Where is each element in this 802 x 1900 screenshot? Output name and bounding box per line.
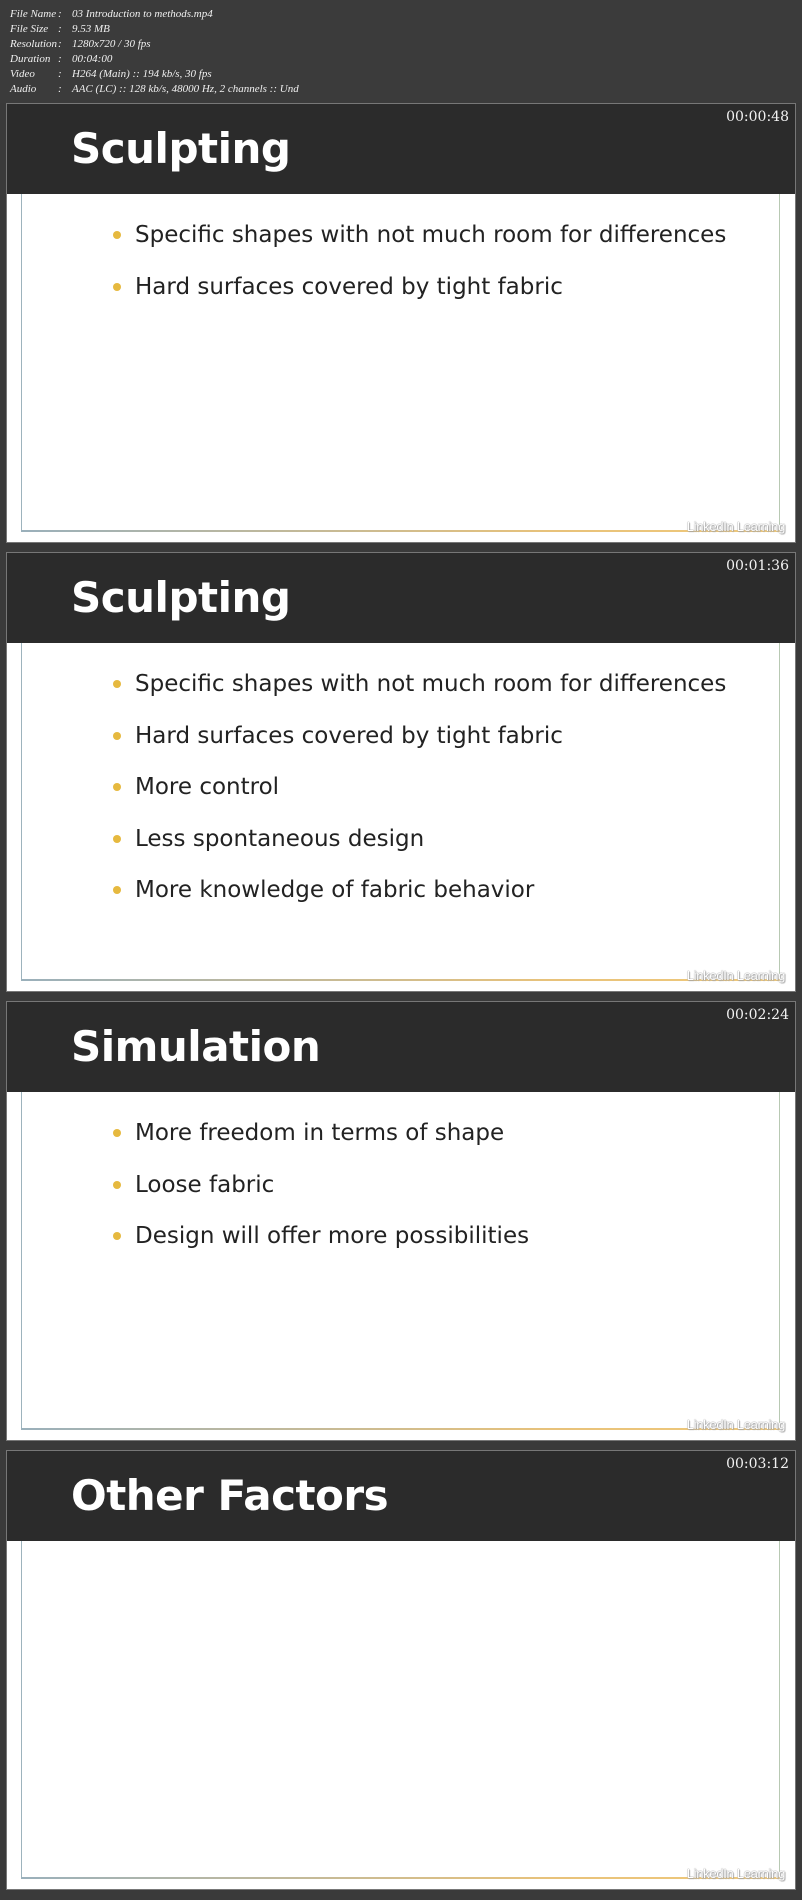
bullet-dot-icon — [113, 783, 121, 791]
file-info-value: 03 Introduction to methods.mp4 — [72, 8, 213, 20]
file-info-separator: : — [58, 23, 62, 35]
slide-border-right — [779, 194, 780, 530]
file-info-separator: : — [58, 83, 62, 95]
file-info-row — [10, 82, 299, 97]
bullet-dot-icon — [113, 1181, 121, 1189]
timecode: 00:00:48 — [726, 109, 789, 125]
linkedin-learning-logo: LinkedIn Learning — [686, 1866, 785, 1881]
file-info-row — [10, 37, 151, 52]
slide-border-left — [21, 643, 22, 979]
file-info-key: Video — [10, 68, 35, 80]
bullet-text: Design will offer more possibilities — [135, 1223, 530, 1249]
slide-title: Sculpting — [71, 573, 291, 622]
timecode: 00:02:24 — [726, 1007, 789, 1023]
slide-title-bar — [7, 104, 795, 194]
slide-title-bar — [7, 1002, 795, 1092]
file-info-header — [0, 0, 802, 103]
bullet-text: Less spontaneous design — [135, 825, 425, 852]
slide-border-right — [779, 643, 780, 979]
slide-title: Simulation — [71, 1022, 321, 1071]
slide-border-left — [21, 1092, 22, 1428]
file-info-value: H264 (Main) :: 194 kb/s, 30 fps — [72, 68, 212, 80]
file-info-row — [10, 52, 112, 67]
linkedin-learning-logo: LinkedIn Learning — [686, 519, 785, 534]
bullet-text: More knowledge of fabric behavior — [135, 877, 535, 903]
bullet-item — [111, 773, 726, 825]
slide-border-bottom — [21, 1877, 780, 1879]
file-info-value: 00:04:00 — [72, 53, 113, 65]
bullet-dot-icon — [113, 732, 121, 740]
bullet-list — [111, 221, 726, 324]
bullet-item — [111, 1119, 529, 1171]
file-info-separator: : — [58, 68, 62, 80]
file-info-key: File Name — [10, 8, 57, 20]
slide-border-left — [21, 1541, 22, 1877]
file-info-value: 9.53 MB — [72, 23, 110, 35]
slide-title: Other Factors — [71, 1471, 389, 1520]
slide-border-bottom — [21, 979, 780, 981]
video-frame-thumbnail[interactable] — [7, 1002, 795, 1440]
bullet-text: Loose fabric — [135, 1171, 275, 1198]
video-frame-thumbnail[interactable] — [7, 1451, 795, 1889]
slide-border-left — [21, 194, 22, 530]
bullet-text: More control — [135, 774, 280, 800]
file-info-row — [10, 22, 110, 37]
bullet-list — [111, 670, 726, 928]
slide-border-right — [779, 1092, 780, 1428]
file-info-value: 1280x720 / 30 fps — [72, 38, 151, 50]
slide-title-bar — [7, 1451, 795, 1541]
video-frame-thumbnail[interactable] — [7, 104, 795, 542]
file-info-key: Resolution — [10, 38, 58, 50]
file-info-separator: : — [58, 38, 62, 50]
bullet-item — [111, 221, 726, 273]
bullet-list — [111, 1119, 529, 1274]
slide-border-right — [779, 1541, 780, 1877]
bullet-item — [111, 722, 726, 774]
bullet-dot-icon — [113, 231, 121, 239]
file-info-key: Audio — [10, 83, 37, 95]
linkedin-learning-logo: LinkedIn Learning — [686, 968, 785, 983]
file-info-value: AAC (LC) :: 128 kb/s, 48000 Hz, 2 channels :: Und — [72, 83, 299, 95]
bullet-item — [111, 273, 726, 325]
file-info-separator: : — [58, 8, 62, 20]
slide-border-bottom — [21, 530, 780, 532]
file-info-separator: : — [58, 53, 62, 65]
timecode: 00:01:36 — [726, 558, 789, 574]
bullet-item — [111, 876, 726, 928]
bullet-text: Hard surfaces covered by tight fabric — [135, 722, 563, 749]
bullet-dot-icon — [113, 1129, 121, 1137]
bullet-text: More freedom in terms of shape — [135, 1120, 505, 1146]
bullet-dot-icon — [113, 1232, 121, 1240]
file-info-row — [10, 67, 212, 82]
bullet-text: Hard surfaces covered by tight fabric — [135, 273, 563, 300]
slide-title-bar — [7, 553, 795, 643]
bullet-dot-icon — [113, 283, 121, 291]
slide-border-bottom — [21, 1428, 780, 1430]
linkedin-learning-logo: LinkedIn Learning — [686, 1417, 785, 1432]
bullet-dot-icon — [113, 886, 121, 894]
video-frame-thumbnail[interactable] — [7, 553, 795, 991]
bullet-dot-icon — [113, 680, 121, 688]
slide-title: Sculpting — [71, 124, 291, 173]
bullet-item — [111, 1222, 529, 1274]
file-info-key: Duration — [10, 53, 51, 65]
bullet-item — [111, 825, 726, 877]
file-info-key: File Size — [10, 23, 49, 35]
bullet-dot-icon — [113, 835, 121, 843]
file-info-row — [10, 7, 213, 22]
timecode: 00:03:12 — [726, 1456, 789, 1472]
bullet-text: Specific shapes with not much room for differences — [135, 671, 727, 697]
bullet-item — [111, 1171, 529, 1223]
bullet-text: Specific shapes with not much room for differences — [135, 222, 727, 248]
bullet-item — [111, 670, 726, 722]
